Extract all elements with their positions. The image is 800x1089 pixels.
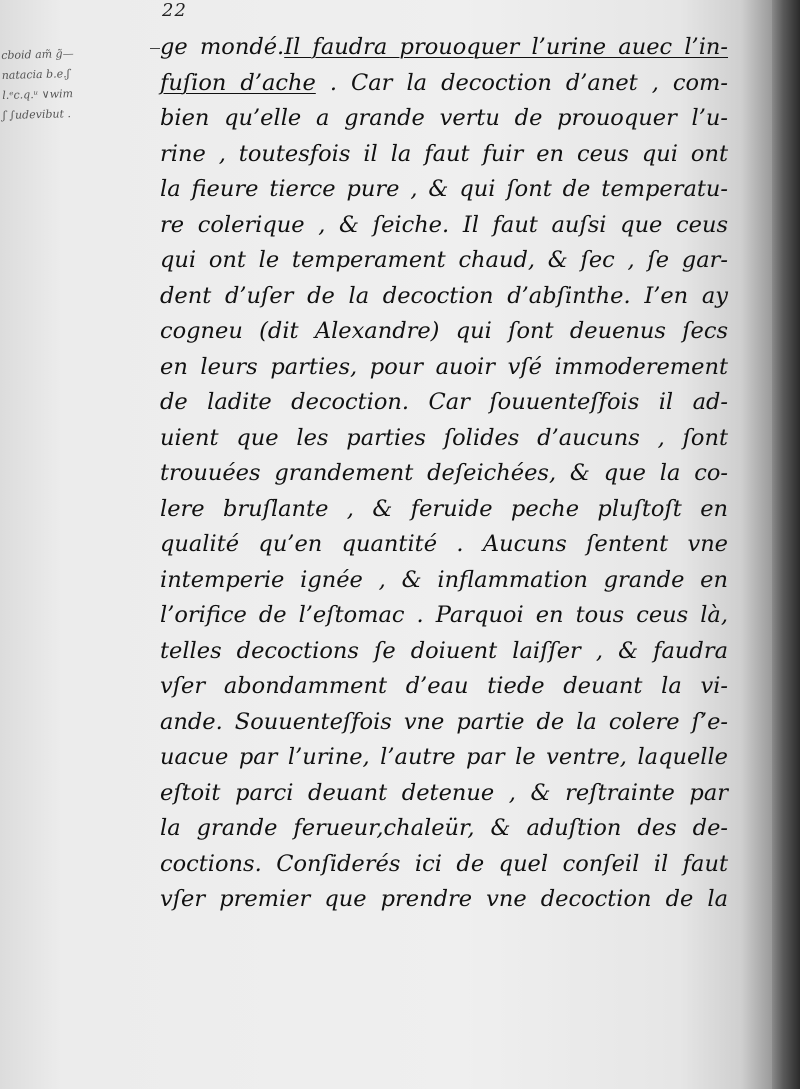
text-line: en leurs parties, pour auoir vſé immoderement [160, 353, 728, 380]
text-line: qualité qu’en quantité . Aucuns ſentent vne [160, 531, 728, 557]
text-line: vſer premier que prendre vne decoction de la [160, 886, 728, 912]
text-line: trouuées grandement deſeichées, & que la co- [160, 460, 728, 486]
text-line: qui ont le temperament chaud, & ſec , ſe gar- [160, 247, 728, 273]
text-line: fuſion d’ache . Car la decoction d’anet , com- [160, 69, 728, 96]
marginalia-line: l.ᵉc.q.ᵘ ∨wim [2, 87, 74, 102]
page-number: 22 [162, 0, 187, 21]
underlined-passage: fuſion d’ache [160, 69, 316, 96]
marginalia-line: ʃ ∫udevibut . [2, 107, 72, 122]
text-line: cogneu (dit Alexandre) qui ſont deuenus ſecs [160, 318, 728, 344]
text-line: telles decoctions ſe doiuent laiſſer , & faudra [160, 637, 728, 664]
handwritten-marginalia [1, 42, 153, 126]
underlined-passage: Il faudra prouoquer l’urine auec l’in- [284, 34, 728, 60]
text-line: coctions. Conſiderés ici de quel conſeil il faut [160, 850, 728, 877]
text-line: lere bruſlante , & feruide peche pluſtoſt en [160, 495, 728, 522]
text-line: re colerique , & ſeiche. Il faut auſsi que ceus [160, 211, 728, 238]
text-line: eſtoit parci deuant detenue , & reſtrainte par [160, 779, 728, 806]
text-line: uacue par l’urine, l’autre par le ventre, laquelle [160, 744, 728, 770]
text-line: de ladite decoction. Car ſouuenteſfois il ad- [160, 389, 728, 415]
text-line: uient que les parties ſolides d’aucuns , ſont [160, 424, 728, 451]
text-line: dent d’uſer de la decoction d’abſinthe. I’en ay [160, 282, 728, 309]
text-line: rine , toutesfois il la faut fuir en ceus qui ont [160, 140, 728, 167]
text-line: ge mondé.Il faudra prouoquer l’urine auec l’in- [160, 34, 728, 60]
marginalia-pointer-rule [150, 48, 160, 49]
text-line: ande. Souuenteſfois vne partie de la colere ſ’e- [160, 708, 728, 735]
body-text [160, 30, 730, 918]
text-line: bien qu’elle a grande vertu de prouoquer l’u- [160, 105, 728, 131]
text-line: la fieure tierce pure , & qui ſont de temperatu- [160, 176, 728, 202]
text-line: la grande ferueur,chaleür, & aduſtion des de- [160, 815, 728, 841]
text-line: vſer abondamment d’eau tiede deuant la vi- [160, 673, 728, 699]
text-line: l’orifice de l’eſtomac . Parquoi en tous ceus là, [160, 602, 728, 628]
marginalia-line: cboid am̃ g̃— [1, 47, 74, 62]
text-line: intemperie ignée , & inflammation grande en [160, 566, 728, 593]
book-gutter-shadow [772, 0, 800, 1089]
marginalia-line: natacia b.e.ʃ [1, 67, 70, 82]
